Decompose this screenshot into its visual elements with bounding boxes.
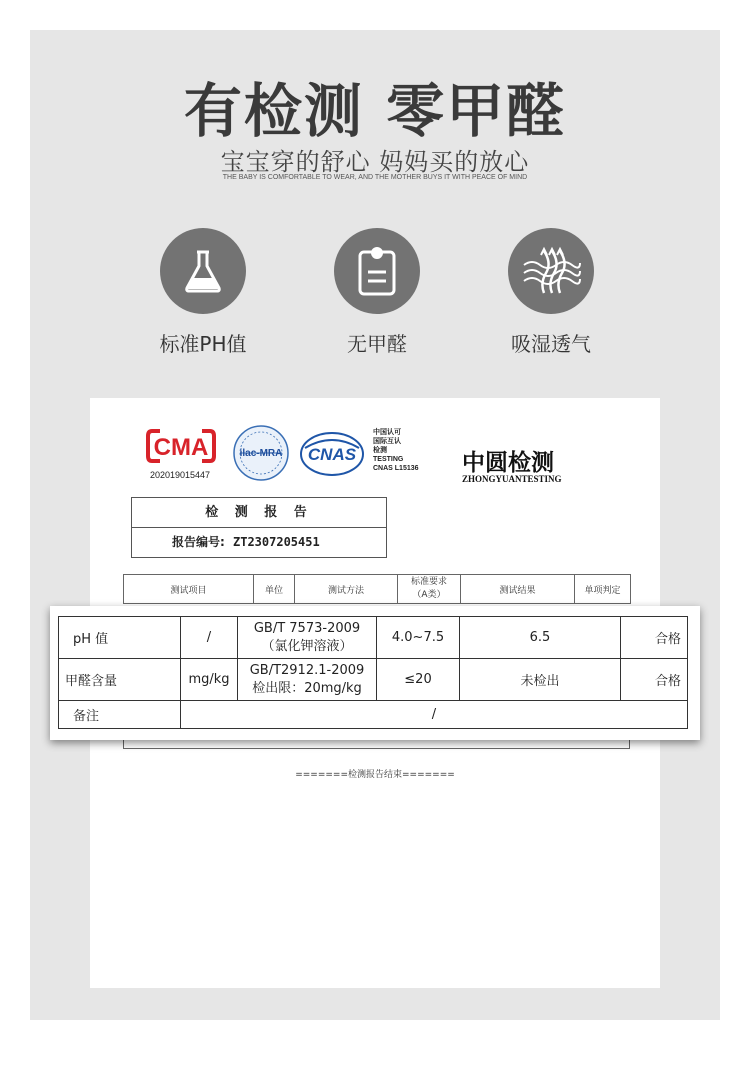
cma-text: CMA <box>153 434 209 461</box>
cell-result: 6.5 <box>460 617 621 659</box>
cnas-line: TESTING <box>373 456 404 463</box>
cell-method <box>238 617 377 659</box>
method-line: GB/T 7573-2009 <box>253 620 361 636</box>
col-unit: 单位 <box>254 575 295 604</box>
feature-label: 吸湿透气 <box>511 332 591 356</box>
report-end-marker: =======检测报告结束======= <box>295 770 455 780</box>
cell-unit: mg/kg <box>181 659 238 701</box>
ilac-mra-logo <box>232 424 290 482</box>
airflow-icon <box>508 228 594 314</box>
results-table-header <box>123 574 631 604</box>
cnas-caption <box>373 428 419 473</box>
cnas-line: 检测 <box>373 447 387 454</box>
page-subtitle: 宝宝穿的舒心 妈妈买的放心 <box>220 148 530 176</box>
cell-item: pH 值 <box>59 617 181 659</box>
report-header-box <box>131 497 387 558</box>
report-title: 检 测 报 告 <box>132 498 386 528</box>
cell-remarks-value: / <box>181 701 688 729</box>
cell-method <box>238 659 377 701</box>
cnas-line: 国际互认 <box>373 438 401 445</box>
table-row <box>59 617 688 659</box>
flask-icon <box>160 228 246 314</box>
feature-no-formaldehyde <box>292 228 462 357</box>
cnas-line: 中国认可 <box>373 429 401 436</box>
col-test-item: 测试项目 <box>124 575 254 604</box>
cell-remarks-label: 备注 <box>59 701 181 729</box>
feature-label: 无甲醛 <box>347 332 407 356</box>
report-number: ZT2307205451 <box>233 535 320 549</box>
table-row-remarks <box>59 701 688 729</box>
clipboard-icon <box>334 228 420 314</box>
feature-ph <box>118 228 288 357</box>
tagline: THE BABY IS COMFORTABLE TO WEAR, AND THE MOTHER BUYS IT WITH PEACE OF MIND <box>222 174 528 181</box>
method-line: （氯化钾溶液） <box>261 638 353 654</box>
report-number-row <box>132 528 386 557</box>
results-table <box>58 616 688 729</box>
cma-number: 202019015447 <box>150 470 211 480</box>
zoomed-results-panel <box>50 606 700 740</box>
lab-name: 中圆检测 <box>462 449 554 476</box>
cnas-logo <box>299 430 365 478</box>
col-method: 测试方法 <box>295 575 398 604</box>
cell-unit: / <box>181 617 238 659</box>
cnas-text: CNAS <box>307 445 357 464</box>
cell-verdict: 合格 <box>621 617 688 659</box>
cell-result: 未检出 <box>460 659 621 701</box>
cell-requirement: ≤20 <box>377 659 460 701</box>
cell-verdict: 合格 <box>621 659 688 701</box>
method-line: 检出限：20mg/kg <box>252 680 362 696</box>
cnas-line: CNAS L15136 <box>373 465 419 472</box>
report-number-label: 报告编号: <box>172 535 225 549</box>
method-line: GB/T2912.1-2009 <box>249 662 365 678</box>
page-title: 有检测 零甲醛 <box>183 77 567 145</box>
table-row <box>59 659 688 701</box>
feature-label: 标准PH值 <box>159 332 247 356</box>
lab-name-en: ZHONGYUANTESTING <box>462 474 562 484</box>
cma-logo <box>146 428 216 464</box>
col-verdict: 单项判定 <box>575 575 631 604</box>
cell-requirement: 4.0~7.5 <box>377 617 460 659</box>
col-requirement: 标准要求 （A类） <box>398 575 461 604</box>
ilac-text: ilac-MRA <box>239 448 283 459</box>
feature-breathable <box>466 228 636 357</box>
cell-item: 甲醛含量 <box>59 659 181 701</box>
col-result: 测试结果 <box>461 575 575 604</box>
